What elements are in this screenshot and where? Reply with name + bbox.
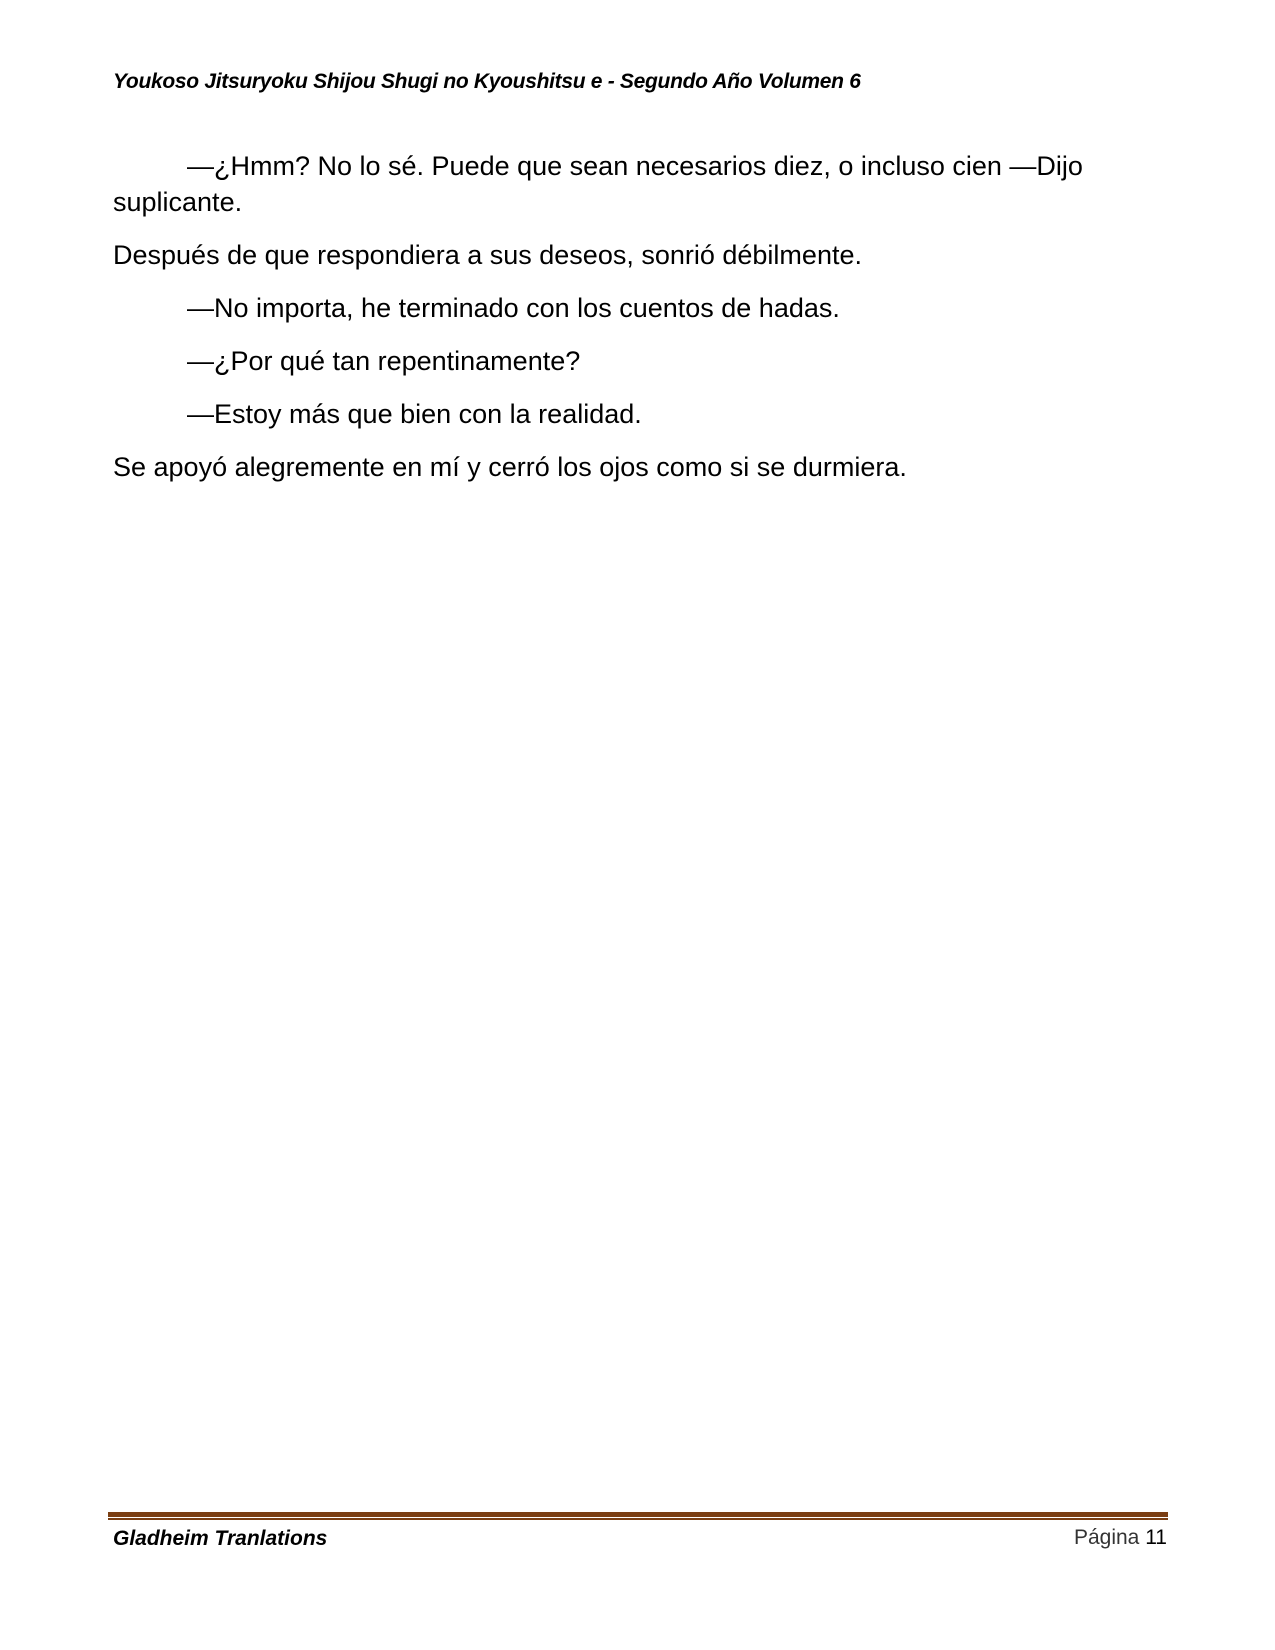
paragraph: —Estoy más que bien con la realidad.: [187, 399, 642, 429]
page-number: [1074, 1526, 1167, 1550]
paragraph: —¿Por qué tan repentinamente?: [187, 346, 581, 376]
footer-divider-thick: [108, 1512, 1168, 1517]
footer-divider-thin: [108, 1518, 1168, 1520]
page-header-title: Youkoso Jitsuryoku Shijou Shugi no Kyoushitsu e - Segundo Año Volumen 6: [113, 70, 861, 93]
document-body: [113, 148, 1163, 502]
footer-divider: [108, 1512, 1168, 1520]
page-number-value: 11: [1145, 1526, 1167, 1549]
paragraph: —No importa, he terminado con los cuentos de hadas.: [187, 293, 840, 323]
footer-publisher: Gladheim Tranlations: [113, 1527, 328, 1550]
paragraph: Después de que respondiera a sus deseos, sonrió débilmente.: [113, 240, 862, 270]
paragraph: Se apoyó alegremente en mí y cerró los ojos como si se durmiera.: [113, 452, 907, 482]
paragraph: —¿Hmm? No lo sé. Puede que sean necesarios diez, o incluso cien —Dijo suplicante.: [113, 151, 1083, 217]
page-label: Página: [1073, 1526, 1140, 1549]
